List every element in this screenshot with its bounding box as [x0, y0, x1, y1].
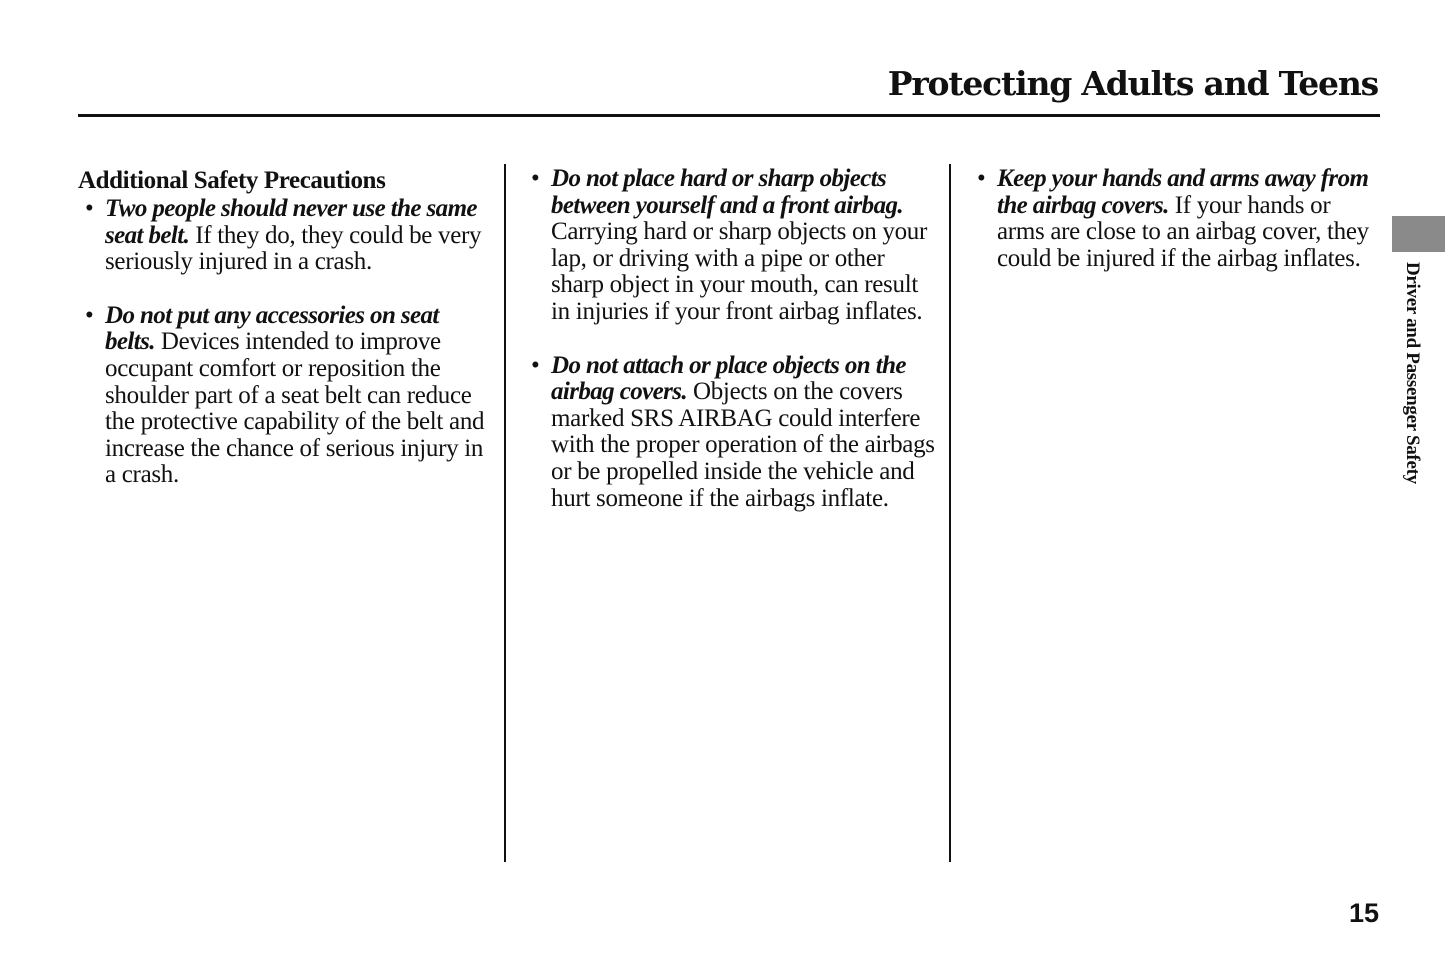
list-item: [78, 303, 490, 489]
list-item: [970, 166, 1382, 272]
bullet-icon: •: [85, 195, 94, 222]
precautions-list: [78, 196, 490, 489]
bullet-emphasis: Do not put any accessories on seat belts.: [105, 301, 439, 356]
bullet-text: If they do, they could be very seriously injured in a crash.: [105, 221, 482, 276]
bullet-icon: •: [531, 351, 540, 379]
bullet-emphasis: Two people should never use the same seat belt.: [105, 195, 477, 249]
bullet-text: Objects on the covers marked SRS AIRBAG could interfere with the proper operation of the airbags or be propelled inside the vehicle and hurt someone if the airbags inflate.: [551, 378, 935, 512]
bullet-text: If your hands or arms are close to an airbag cover, they could be injured if the airbag inflates.: [997, 191, 1369, 272]
bullet-text: Carrying hard or sharp objects on your lap, or driving with a pipe or other sharp object in your mouth, can result in injuries if your front airbag inflates.: [551, 218, 928, 325]
bullet-emphasis: Do not attach or place objects on the airbag covers.: [551, 351, 906, 406]
column-divider-2: [949, 164, 951, 862]
section-label: Driver and Passenger Safety: [1402, 262, 1423, 484]
precautions-list: [970, 166, 1382, 272]
column-left: [78, 166, 490, 516]
section-tab: [1392, 216, 1445, 252]
bullet-text: Devices intended to improve occupant comfort or reposition the shoulder part of a seat belt can reduce the protective capability of the belt and increase the chance of serious injury in a crash.: [105, 328, 485, 489]
list-item: [524, 166, 938, 326]
column-middle: [524, 166, 938, 539]
list-item: [524, 353, 938, 513]
bullet-icon: •: [85, 301, 94, 329]
bullet-icon: •: [531, 165, 540, 192]
list-item: [78, 196, 490, 276]
page-title: Protecting Adults and Teens: [887, 64, 1378, 103]
column-right: [970, 166, 1382, 299]
title-divider: [78, 114, 1380, 117]
column-divider-1: [504, 164, 506, 862]
precautions-list: [524, 166, 938, 512]
bullet-icon: •: [977, 165, 986, 192]
section-heading: Additional Safety Precautions: [78, 167, 386, 194]
page-number: 15: [1348, 898, 1379, 928]
bullet-emphasis: Keep your hands and arms away from the airbag covers.: [997, 165, 1369, 219]
bullet-emphasis: Do not place hard or sharp objects between yourself and a front airbag.: [551, 165, 904, 219]
